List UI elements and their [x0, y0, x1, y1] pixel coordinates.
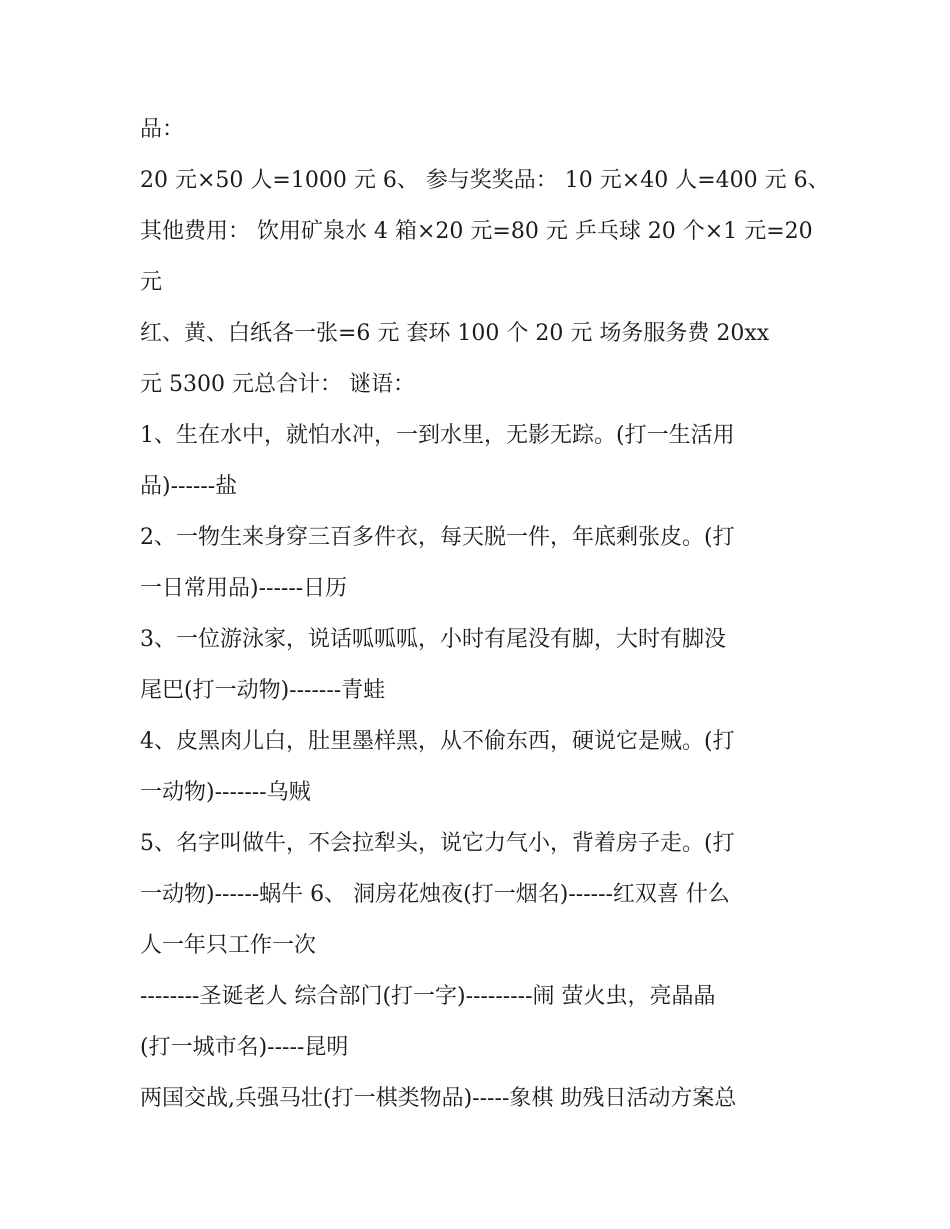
text-line: 两国交战,兵强马壮(打一棋类物品)-----象棋 助残日活动方案总 [140, 1086, 737, 1111]
text-line: 人一年只工作一次 [140, 933, 317, 958]
text-line: --------圣诞老人 综合部门(打一字)---------闹 萤火虫，亮晶晶 [140, 984, 716, 1009]
text-line: 其他费用： 饮用矿泉水 4 箱×20 元=80 元 乒乓球 20 个×1 元=20 [140, 219, 813, 244]
text-line: 红、黄、白纸各一张=6 元 套环 100 个 20 元 场务服务费 20xx [140, 321, 770, 346]
text-line: 4、皮黑肉儿白，肚里墨样黑，从不偷东西，硬说它是贼。(打 [140, 729, 735, 754]
text-line: (打一城市名)-----昆明 [140, 1035, 349, 1060]
text-line: 一动物)-------乌贼 [140, 780, 311, 805]
text-line: 20 元×50 人=1000 元 6、 参与奖奖品： 10 元×40 人=400 元 6、 [140, 168, 830, 193]
text-line: 3、一位游泳家，说话呱呱呱，小时有尾没有脚，大时有脚没 [140, 627, 726, 652]
text-line: 2、一物生来身穿三百多件衣，每天脱一件，年底剩张皮。(打 [140, 525, 735, 550]
text-line: 尾巴(打一动物)-------青蛙 [140, 678, 386, 703]
text-line: 1、生在水中，就怕水冲，一到水里，无影无踪。(打一生活用 [140, 423, 735, 448]
document-body [140, 104, 830, 1124]
text-line: 品： [140, 117, 185, 142]
text-line: 一动物)------蜗牛 6、 洞房花烛夜(打一烟名)------红双喜 什么 [140, 882, 730, 907]
text-line: 一日常用品)------日历 [140, 576, 348, 601]
text-line: 品)------盐 [140, 474, 238, 499]
text-line: 5、名字叫做牛，不会拉犁头，说它力气小，背着房子走。(打 [140, 831, 735, 856]
text-line: 元 [140, 270, 163, 295]
text-line: 元 5300 元总合计： 谜语： [140, 372, 415, 397]
